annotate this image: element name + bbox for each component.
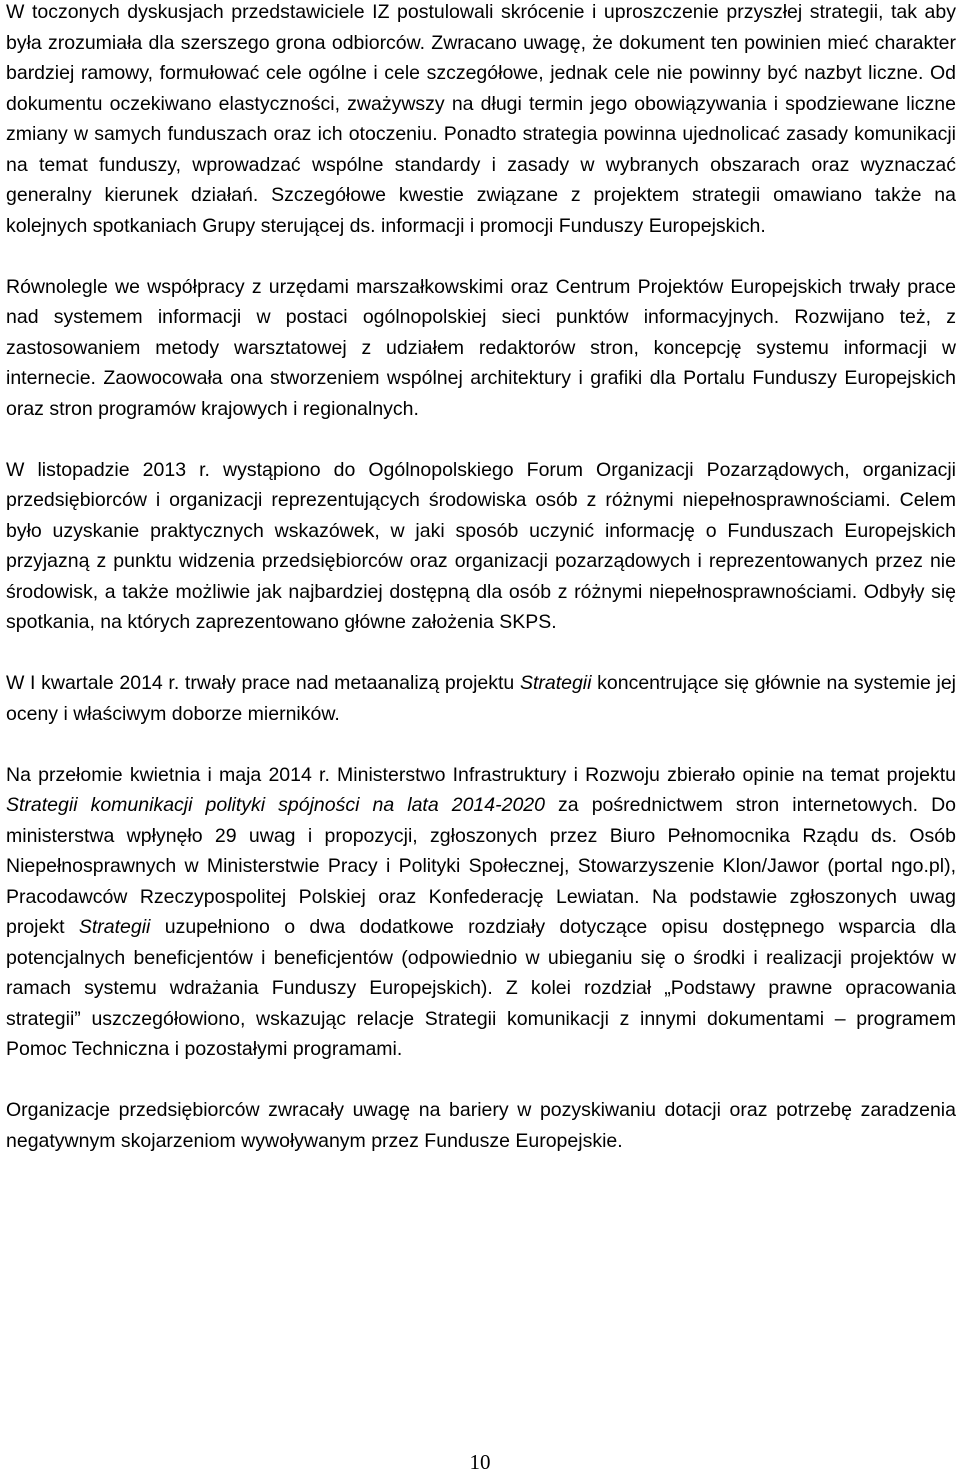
paragraph-text: W listopadzie 2013 r. wystąpiono do Ogólnopolskiego Forum Organizacji Pozarządowych, organizacji przedsiębiorców i organizacji reprezentujących środowiska osób z różnymi niepełnosprawnościami. Celem było uzyskanie praktycznych wskazówek, w jaki sposób uczynić informację o Funduszach Europejskich przyjazną z punktu widzenia przedsiębiorców oraz organizacji pozarządowych i reprezentowanych przez nie środowisk, a także możliwie jak najbardziej dostępną dla osób z różnymi niepełnosprawnościami. Odbyły się spotkania, na których zaprezentowano główne założenia SKPS. [6,458,956,633]
paragraph-text: za pośrednictwem stron internetowych. Do ministerstwa wpłynęło 29 uwag i propozycji, zgłoszonych przez Biuro Pełnomocnika Rządu ds. Osób Niepełnosprawnych w Ministerstwie Pracy i Polityki Społecznej, Stowarzyszenie Klon/Jawor (portal ngo.pl), Pracodawców Rzeczypospolitej Polskiej oraz Konfederację Lewiatan. Na podstawie zgłoszonych uwag projekt [6,794,956,938]
paragraph-iz-discussions [6,0,956,241]
paragraph-text: koncentrujące się głównie na systemie jej oceny i właściwym doborze mierników. [6,672,956,725]
italic-title: Strategii [519,672,592,694]
paragraph-text: W toczonych dyskusjach przedstawiciele IZ postulowali skrócenie i uproszczenie przyszłej strategii, tak aby była zrozumiała dla szerszego grona odbiorców. Zwracano uwagę, że dokument ten powinien mieć charakter bardziej ramowy, formułować cele ogólne i cele szczegółowe, jednak cele nie powinny być nazbyt liczne. Od dokumentu oczekiwano elastyczności, zważywszy na długi termin jego obowiązywania i spodziewane liczne zmiany w samych funduszach oraz ich otoczeniu. Ponadto strategia powinna ujednolicać zasady komunikacji na temat funduszy, wprowadzać wspólne standardy i zasady w wybranych obszarach oraz wyznaczać generalny kierunek działań. Szczegółowe kwestie związane z projektem strategii omawiano także na kolejnych spotkaniach Grupy sterującej ds. informacji i promocji Funduszy Europejskich. [6,1,956,237]
paragraph-text: Na przełomie kwietnia i maja 2014 r. Ministerstwo Infrastruktury i Rozwoju zbierało opinie na temat projektu [6,763,956,786]
paragraph-public-consultation [6,760,956,1065]
paragraph-ngo-forum [6,455,956,638]
document-page [6,0,956,1156]
paragraph-business-organizations [6,1095,956,1156]
paragraph-text: Organizacje przedsiębiorców zwracały uwagę na bariery w pozyskiwaniu dotacji oraz potrzebę zaradzenia negatywnym skojarzeniom wywoływanym przez Fundusze Europejskie. [6,1099,956,1152]
paragraph-information-system [6,272,956,425]
paragraph-text: Równolegle we współpracy z urzędami marszałkowskimi oraz Centrum Projektów Europejskich trwały prace nad systemem informacji w postaci ogólnopolskiej sieci punktów informacyjnych. Rozwijano też, z zastosowaniem metody warsztatowej z udziałem redaktorów stron, koncepcję systemu informacji w internecie. Zaowocowała ona stworzeniem wspólnej architektury i grafiki dla Portalu Funduszy Europejskich oraz stron programów krajowych i regionalnych. [6,275,956,420]
italic-title: Strategii komunikacji polityki spójności na lata 2014-2020 [6,794,545,816]
paragraph-text: uzupełniono o dwa dodatkowe rozdziały dotyczące opisu dostępnego wsparcia dla potencjalnych beneficjentów i beneficjentów (odpowiednio w ubieganiu się o środki i realizacji projektów w ramach systemu wdrażania Funduszy Europejskich). Z kolei rozdział „Podstawy prawne opracowania strategii” uszczegółowiono, wskazując relacje Strategii komunikacji z innymi dokumentami – programem Pomoc Techniczna i pozostałymi programami. [6,916,956,1060]
paragraph-metaanalysis [6,668,956,729]
italic-title: Strategii [78,916,151,938]
paragraph-text: W I kwartale 2014 r. trwały prace nad metaanalizą projektu [6,672,520,694]
page-number: 10 [469,1450,491,1474]
